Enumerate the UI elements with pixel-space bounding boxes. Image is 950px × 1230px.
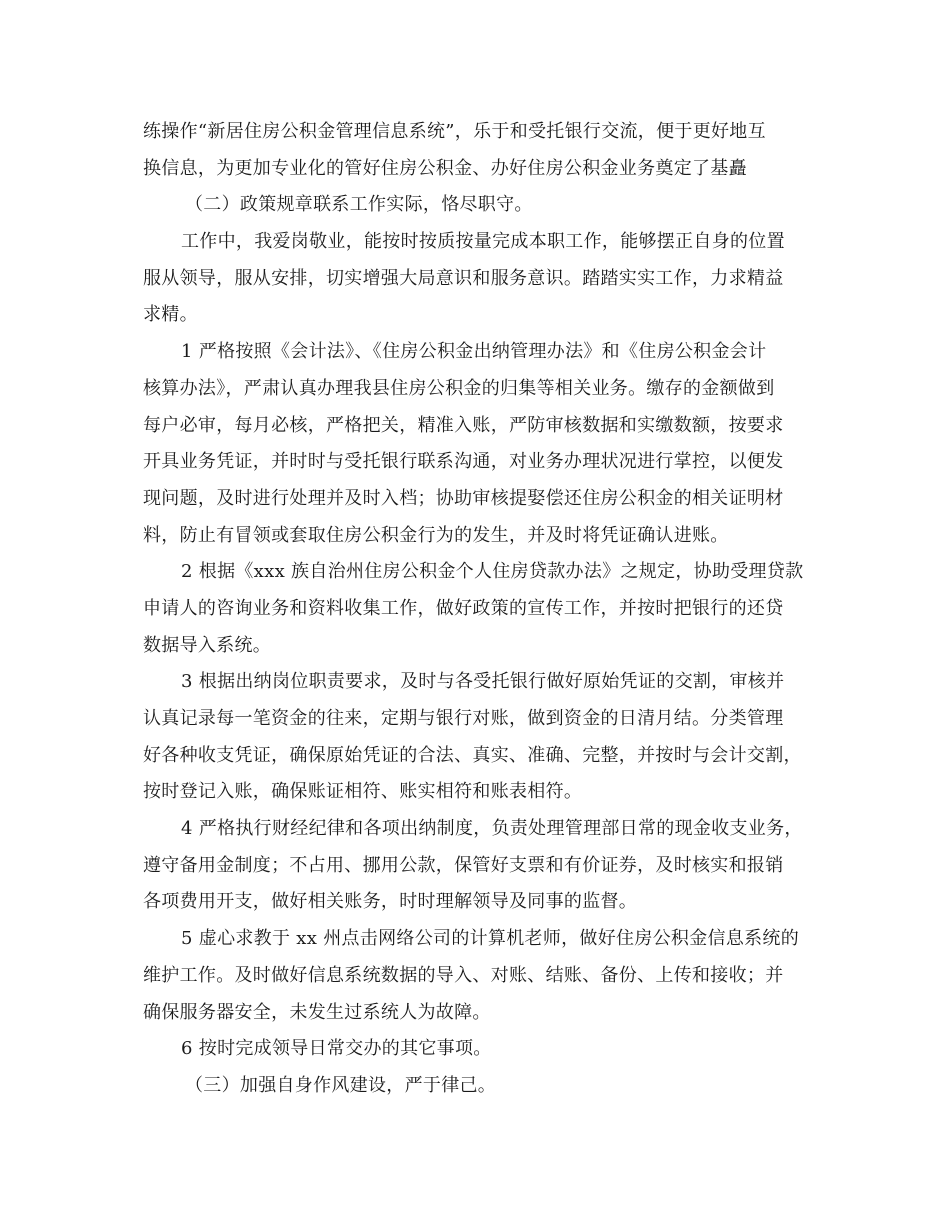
text-line: 遵守备用金制度；不占用、挪用公款，保管好支票和有价证券，及时核实和报销 — [143, 854, 784, 876]
text-line: 工作中，我爱岗敬业，能按时按质按量完成本职工作，能够摆正自身的位置 — [181, 231, 785, 253]
text-line: 5 虚心求教于 xx 州点击网络公司的计算机老师，做好住房公积金信息系统的 — [181, 928, 800, 950]
text-line: 2 根据《xxx 族自治州住房公积金个人住房贷款办法》之规定，协助受理贷款 — [181, 561, 804, 583]
text-line: 认真记录每一笔资金的往来，定期与银行对账，做到资金的日清月结。分类管理 — [143, 708, 784, 729]
text-line: 换信息，为更加专业化的管好住房公积金、办好住房公积金业务奠定了基矗 — [143, 157, 747, 179]
text-line: 好各种收支凭证，确保原始凭证的合法、真实、准确、完整，并按时与会计交割， — [143, 744, 802, 766]
text-line: 确保服务器安全，未发生过系统人为故障。 — [143, 1001, 491, 1023]
text-line: 核算办法》，严肃认真办理我县住房公积金的归集等相关业务。缴存的金额做到 — [143, 377, 775, 399]
section-heading: （三）加强自身作风建设，严于律己。 — [185, 1074, 497, 1096]
text-line: 开具业务凭证，并时时与受托银行联系沟通，对业务办理状况进行掌控，以便发 — [143, 451, 784, 473]
text-line: 每户必审，每月必核，严格把关，精准入账，严防审核数据和实缴数额，按要求 — [143, 414, 784, 436]
text-line: 申请人的咨询业务和资料收集工作，做好政策的宣传工作，并按时把银行的还贷 — [143, 597, 784, 619]
text-line: 料，防止有冒领或套取住房公积金行为的发生，并及时将凭证确认进账。 — [143, 524, 729, 546]
text-line: 维护工作。及时做好信息系统数据的导入、对账、结账、备份、上传和接收；并 — [143, 964, 784, 986]
text-line: 现问题，及时进行处理并及时入档；协助审核提娶偿还住房公积金的相关证明材 — [143, 487, 784, 509]
text-line: 6 按时完成领导日常交办的其它事项。 — [181, 1038, 492, 1060]
text-line: 按时登记入账，确保账证相符、账实相符和账表相符。 — [143, 781, 583, 803]
text-line: 求精。 — [143, 304, 198, 326]
text-line: 各项费用开支，做好相关账务，时时理解领导及同事的监督。 — [143, 891, 638, 913]
text-line: 1 严格按照《会计法》、《住房公积金出纳管理办法》和《住房公积金会计 — [181, 341, 767, 363]
document-body — [143, 114, 813, 1105]
text-line: 数据导入系统。 — [143, 634, 272, 656]
text-line: 4 严格执行财经纪律和各项出纳制度，负责处理管理部日常的现金收支业务， — [181, 818, 803, 840]
text-line: 服从领导，服从安排，切实增强大局意识和服务意识。踏踏实实工作，力求精益 — [143, 267, 784, 289]
text-line: 练操作“新居住房公积金管理信息系统”，乐于和受托银行交流，便于更好地互 — [143, 121, 766, 142]
section-heading: （二）政策规章联系工作实际，恪尽职守。 — [185, 194, 533, 216]
text-line: 3 根据出纳岗位职责要求，及时与各受托银行做好原始凭证的交割，审核并 — [181, 671, 785, 693]
